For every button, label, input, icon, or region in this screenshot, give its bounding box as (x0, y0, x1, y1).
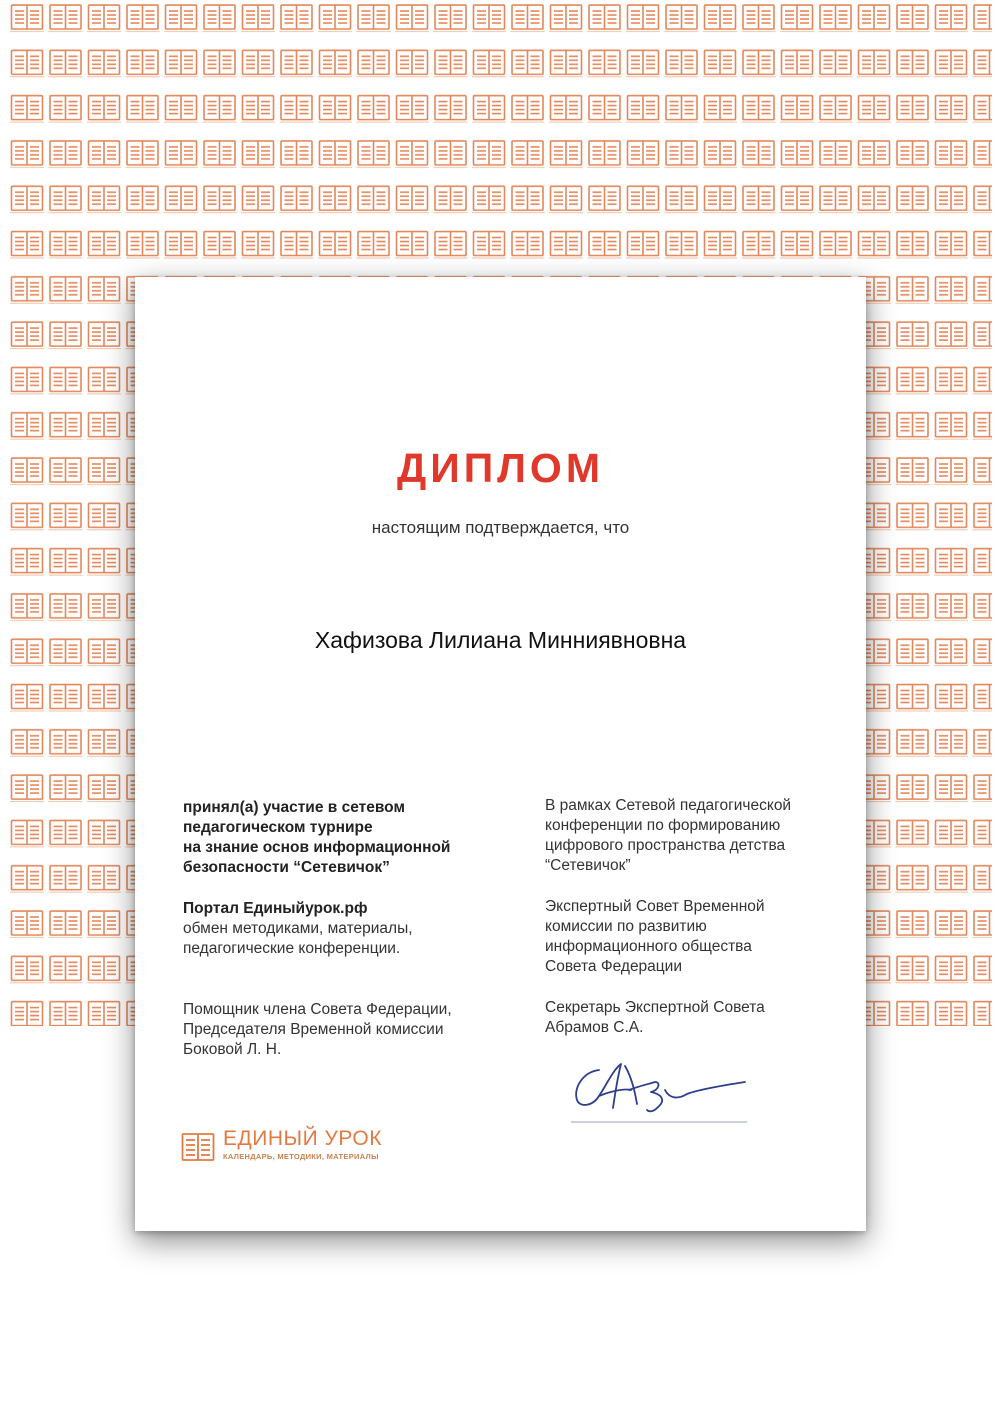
council-text: Экспертный Совет Временной комиссии по развитию информационного общества Совета Федерации (545, 898, 765, 975)
recipient-name: Хафизова Лилиана Минниявновна (314, 627, 687, 653)
logo-title: ЕДИНЫЙ УРОК (223, 1127, 382, 1150)
portal-info: Портал Единыйурок.рф обмен методиками, материалы, педагогические конференции. (183, 900, 413, 957)
diploma-title: ДИПЛОМ (397, 445, 604, 491)
assistant-credit: Помощник члена Совета Федерации, Председателя Временной комиссии Боковой Л. Н. (183, 1001, 452, 1058)
participation-text: принял(а) участие в сетевом педагогическом турнире на знание основ информационной безопасности “Сетевичок” (183, 799, 451, 876)
secretary-credit: Секретарь Экспертной Совета Абрамов С.А. (545, 999, 765, 1036)
diploma-sheet (135, 277, 866, 1231)
portal-title: Портал Единыйурок.рф (183, 900, 368, 917)
open-book-icon (181, 1131, 215, 1170)
logo-subtitle: КАЛЕНДАРЬ, МЕТОДИКИ, МАТЕРИАЛЫ (223, 1152, 379, 1161)
signature-icon (569, 1052, 749, 1137)
diploma-subtitle: настоящим подтверждается, что (371, 518, 630, 537)
conference-text: В рамках Сетевой педагогической конференции по формированию цифрового пространства детства “Сетевичок” (545, 797, 792, 874)
